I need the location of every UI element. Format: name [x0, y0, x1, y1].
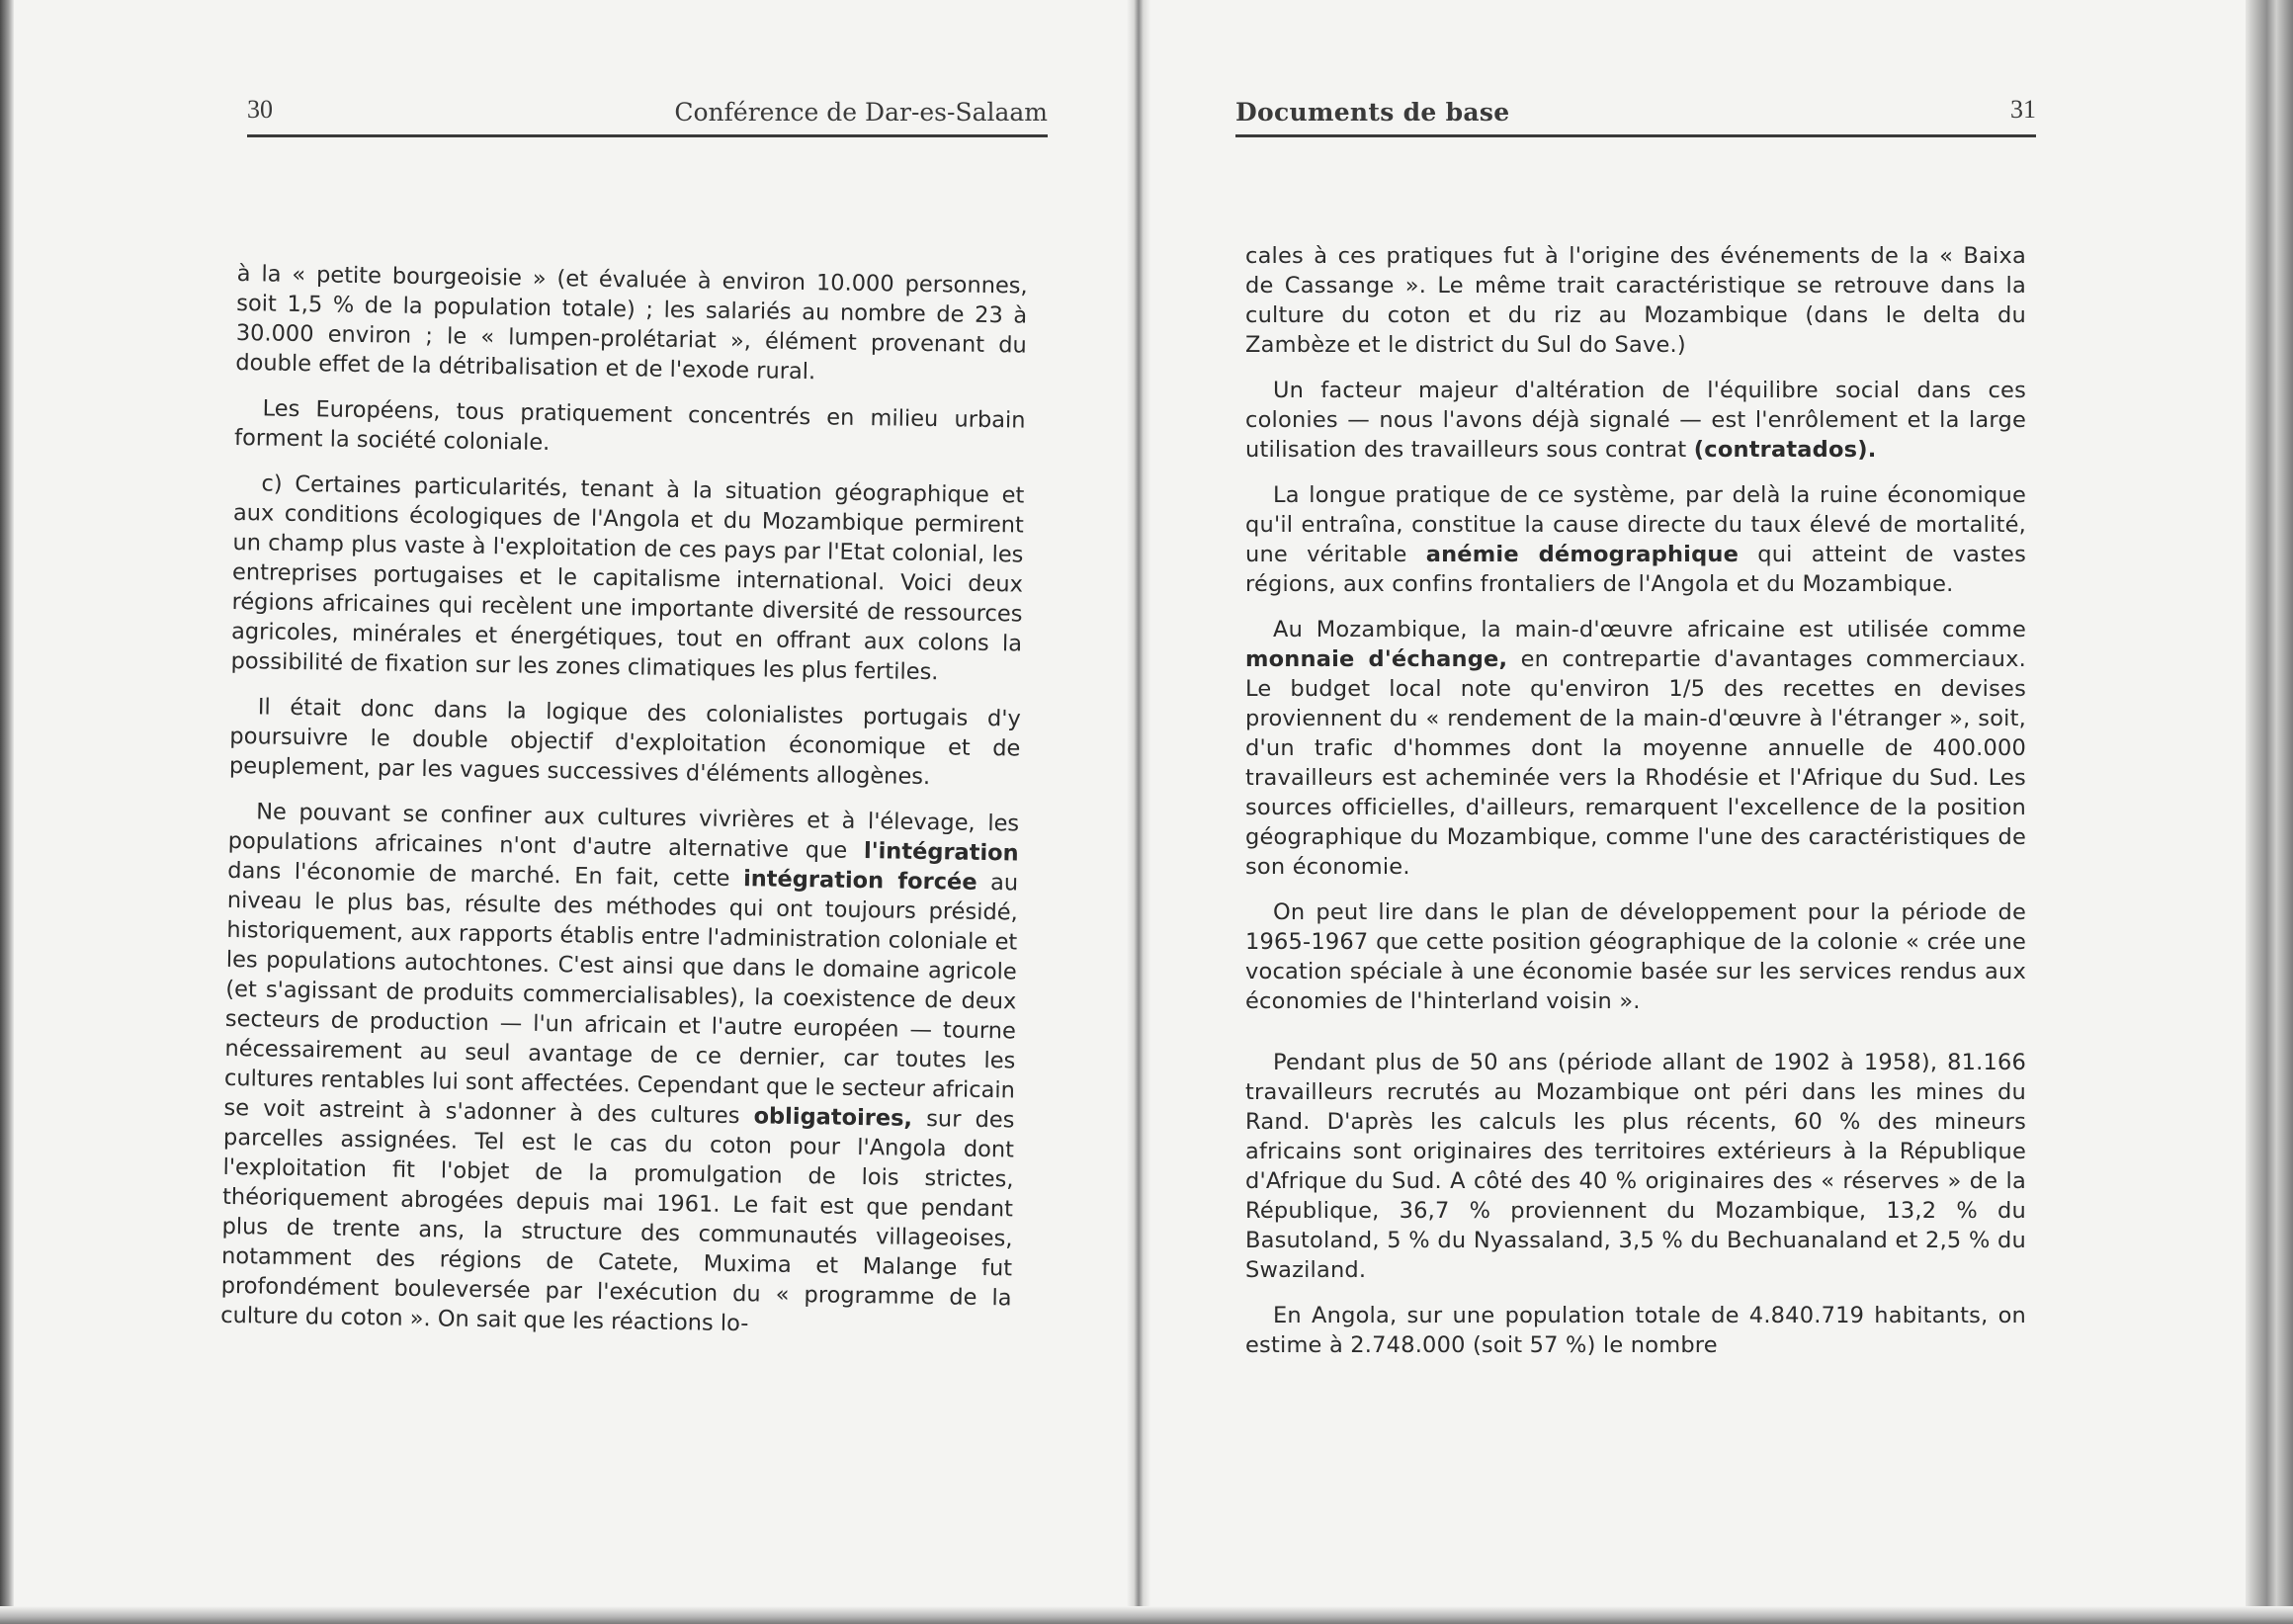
page-stack-edge-right	[2246, 0, 2293, 1624]
paragraph	[229, 692, 1021, 794]
text-run: Les Européens, tous pratiquement concentrés en milieu urbain forment la société coloniale.	[233, 395, 1026, 456]
text-run: En Angola, sur une population totale de 4.840.719 habitants, on estime à 2.748.000 (soit 57 %) le nombre	[1245, 1303, 2026, 1358]
paragraph	[1245, 1048, 2026, 1285]
text-run: au niveau le plus bas, résulte des méthodes qui ont toujours présidé, historiquement, aux rapports établis entre l'administration coloniale et les populations autochtones. C'est ainsi que dans le domaine agricole (et s'agissant de produits commercialisables), la coexistence de deux secteurs de production — l'un africain et l'autre européen — tourne nécessairement au seul avantage de ce dernier, car toutes les cultures rentables lui sont affectées. Cependant que le secteur africain se voit astreint à s'adonner à des cultures	[223, 869, 1019, 1130]
scan-edge-bottom	[0, 1606, 2293, 1624]
text-run: en contrepartie d'avantages commerciaux. Le budget local note qu'environ 1/5 des recettes en devises proviennent du « rendement de la main-d'œuvre à l'étranger », soit, d'un trafic d'hommes dont la moyenne annuelle de 400.000 travailleurs est acheminée vers la Rhodésie et l'Afrique du Sud. Les sources officielles, d'ailleurs, remarquent l'excellence de la position géographique du Mozambique, comme l'une des caractéristiques de son économie.	[1245, 646, 2026, 880]
right-page-header	[1235, 91, 2036, 137]
right-page	[1235, 0, 2036, 1581]
paragraph	[1245, 241, 2026, 360]
text-run: sur des parcelles assignées. Tel est le cas du coton pour l'Angola dont l'exploitation fit l'objet de la promulgation de lois strictes, théoriquement abrogées depuis mai 1961. Le fait est que pendant plus de trente ans, la structure des communautés villageoises, notamment des régions de Catete, Muxima et Malange fut profondément bouleversée par l'exécution du « programme de la culture du coton ». On sait que les réactions lo-	[220, 1105, 1015, 1337]
running-title-right: Documents de base	[1235, 98, 1510, 127]
text-run: cales à ces pratiques fut à l'origine des événements de la « Baixa de Cassange ». Le même trait caractéristique se retrouve dans la culture du coton et du riz au Mozambique (dans le delta du Zambèze et le district du Sul do Save.)	[1245, 243, 2026, 358]
text-run: à la « petite bourgeoisie » (et évaluée à environ 10.000 personnes, soit 1,5 % de la population totale) ; les salariés au nombre de 23 à 30.000 environ ; le « lumpen-prolétariat », élément provenant du double effet de la détribalisation et de l'exode rural.	[235, 260, 1028, 385]
paragraph	[234, 393, 1026, 466]
bold-term: intégration forcée	[742, 866, 977, 896]
running-title-left: Conférence de Dar-es-Salaam	[674, 98, 1048, 127]
paragraph	[1245, 1301, 2026, 1360]
text-run: La longue pratique de ce système, par delà la ruine économique qu'il entraîna, constitue la cause directe du taux élevé de mortalité, une véritable	[1245, 482, 2026, 567]
paragraph	[220, 797, 1019, 1342]
paragraph	[1245, 376, 2026, 465]
left-page-body	[220, 259, 1028, 1358]
paragraph	[235, 259, 1028, 390]
scan-edge-left	[0, 0, 14, 1624]
text-run: Ne pouvant se confiner aux cultures vivrières et à l'élevage, les populations africaines n'ont d'autre alternative que	[227, 799, 1020, 865]
text-run: Au Mozambique, la main-d'œuvre africaine est utilisée comme	[1273, 617, 2026, 642]
bold-term: anémie démographique	[1425, 542, 1740, 567]
text-run: On peut lire dans le plan de développement pour la période de 1965-1967 que cette position géographique de la colonie « crée une vocation spéciale à une économie basée sur les services rendus aux économies de l'hinterland voisin ».	[1245, 899, 2026, 1014]
text-run: dans l'économie de marché. En fait, cette	[227, 857, 744, 893]
right-page-body	[1245, 241, 2026, 1376]
text-run: Pendant plus de 50 ans (période allant de 1902 à 1958), 81.166 travailleurs recrutés au Mozambique ont péri dans les mines du Rand. D'après les calculs les plus récents, 60 % des mineurs africains sont originaires des territoires extérieurs à la République d'Afrique du Sud. A côté des 40 % originaires des « réserves » de la République, 36,7 % proviennent du Mozambique, 13,2 % du Basutoland, 5 % du Nyassaland, 3,5 % du Bechuanaland et 2,5 % du Swaziland.	[1245, 1050, 2026, 1283]
text-run: Il était donc dans la logique des colonialistes portugais d'y poursuivre le double objectif d'exploitation économique et de peuplement, par les vagues successives d'éléments allogènes.	[228, 694, 1021, 791]
bold-term: l'intégration	[863, 838, 1019, 867]
paragraph	[1245, 615, 2026, 882]
left-page	[217, 0, 1048, 1581]
paragraph	[1245, 897, 2026, 1016]
book-gutter	[1127, 0, 1150, 1624]
page-number-right: 31	[2010, 95, 2036, 124]
paragraph	[230, 469, 1024, 689]
text-run: Un facteur majeur d'altération de l'équilibre social dans ces colonies — nous l'avons déjà signalé — est l'enrôlement et la large utilisation des travailleurs sous contrat	[1245, 378, 2026, 463]
page-number-left: 30	[247, 95, 273, 124]
left-page-header	[247, 91, 1048, 137]
bold-term: obligatoires,	[753, 1103, 913, 1132]
text-run: qui atteint de vastes régions, aux confins frontaliers de l'Angola et du Mozambique.	[1245, 542, 2027, 597]
bold-term: (contratados).	[1693, 437, 1877, 463]
bold-term: monnaie d'échange,	[1245, 646, 1508, 672]
text-run: c) Certaines particularités, tenant à la situation géographique et aux conditions écologiques de l'Angola et du Mozambique permirent un champ plus vaste à l'exploitation de ces pays par l'Etat colonial, les entreprises portugaises et le capitalisme international. Voici deux régions africaines qui recèlent une importante diversité de ressources agricoles, minérales et énergétiques, tout en offrant aux colons la possibilité de fixation sur les zones climatiques les plus fertiles.	[230, 470, 1025, 686]
paragraph	[1245, 480, 2026, 599]
